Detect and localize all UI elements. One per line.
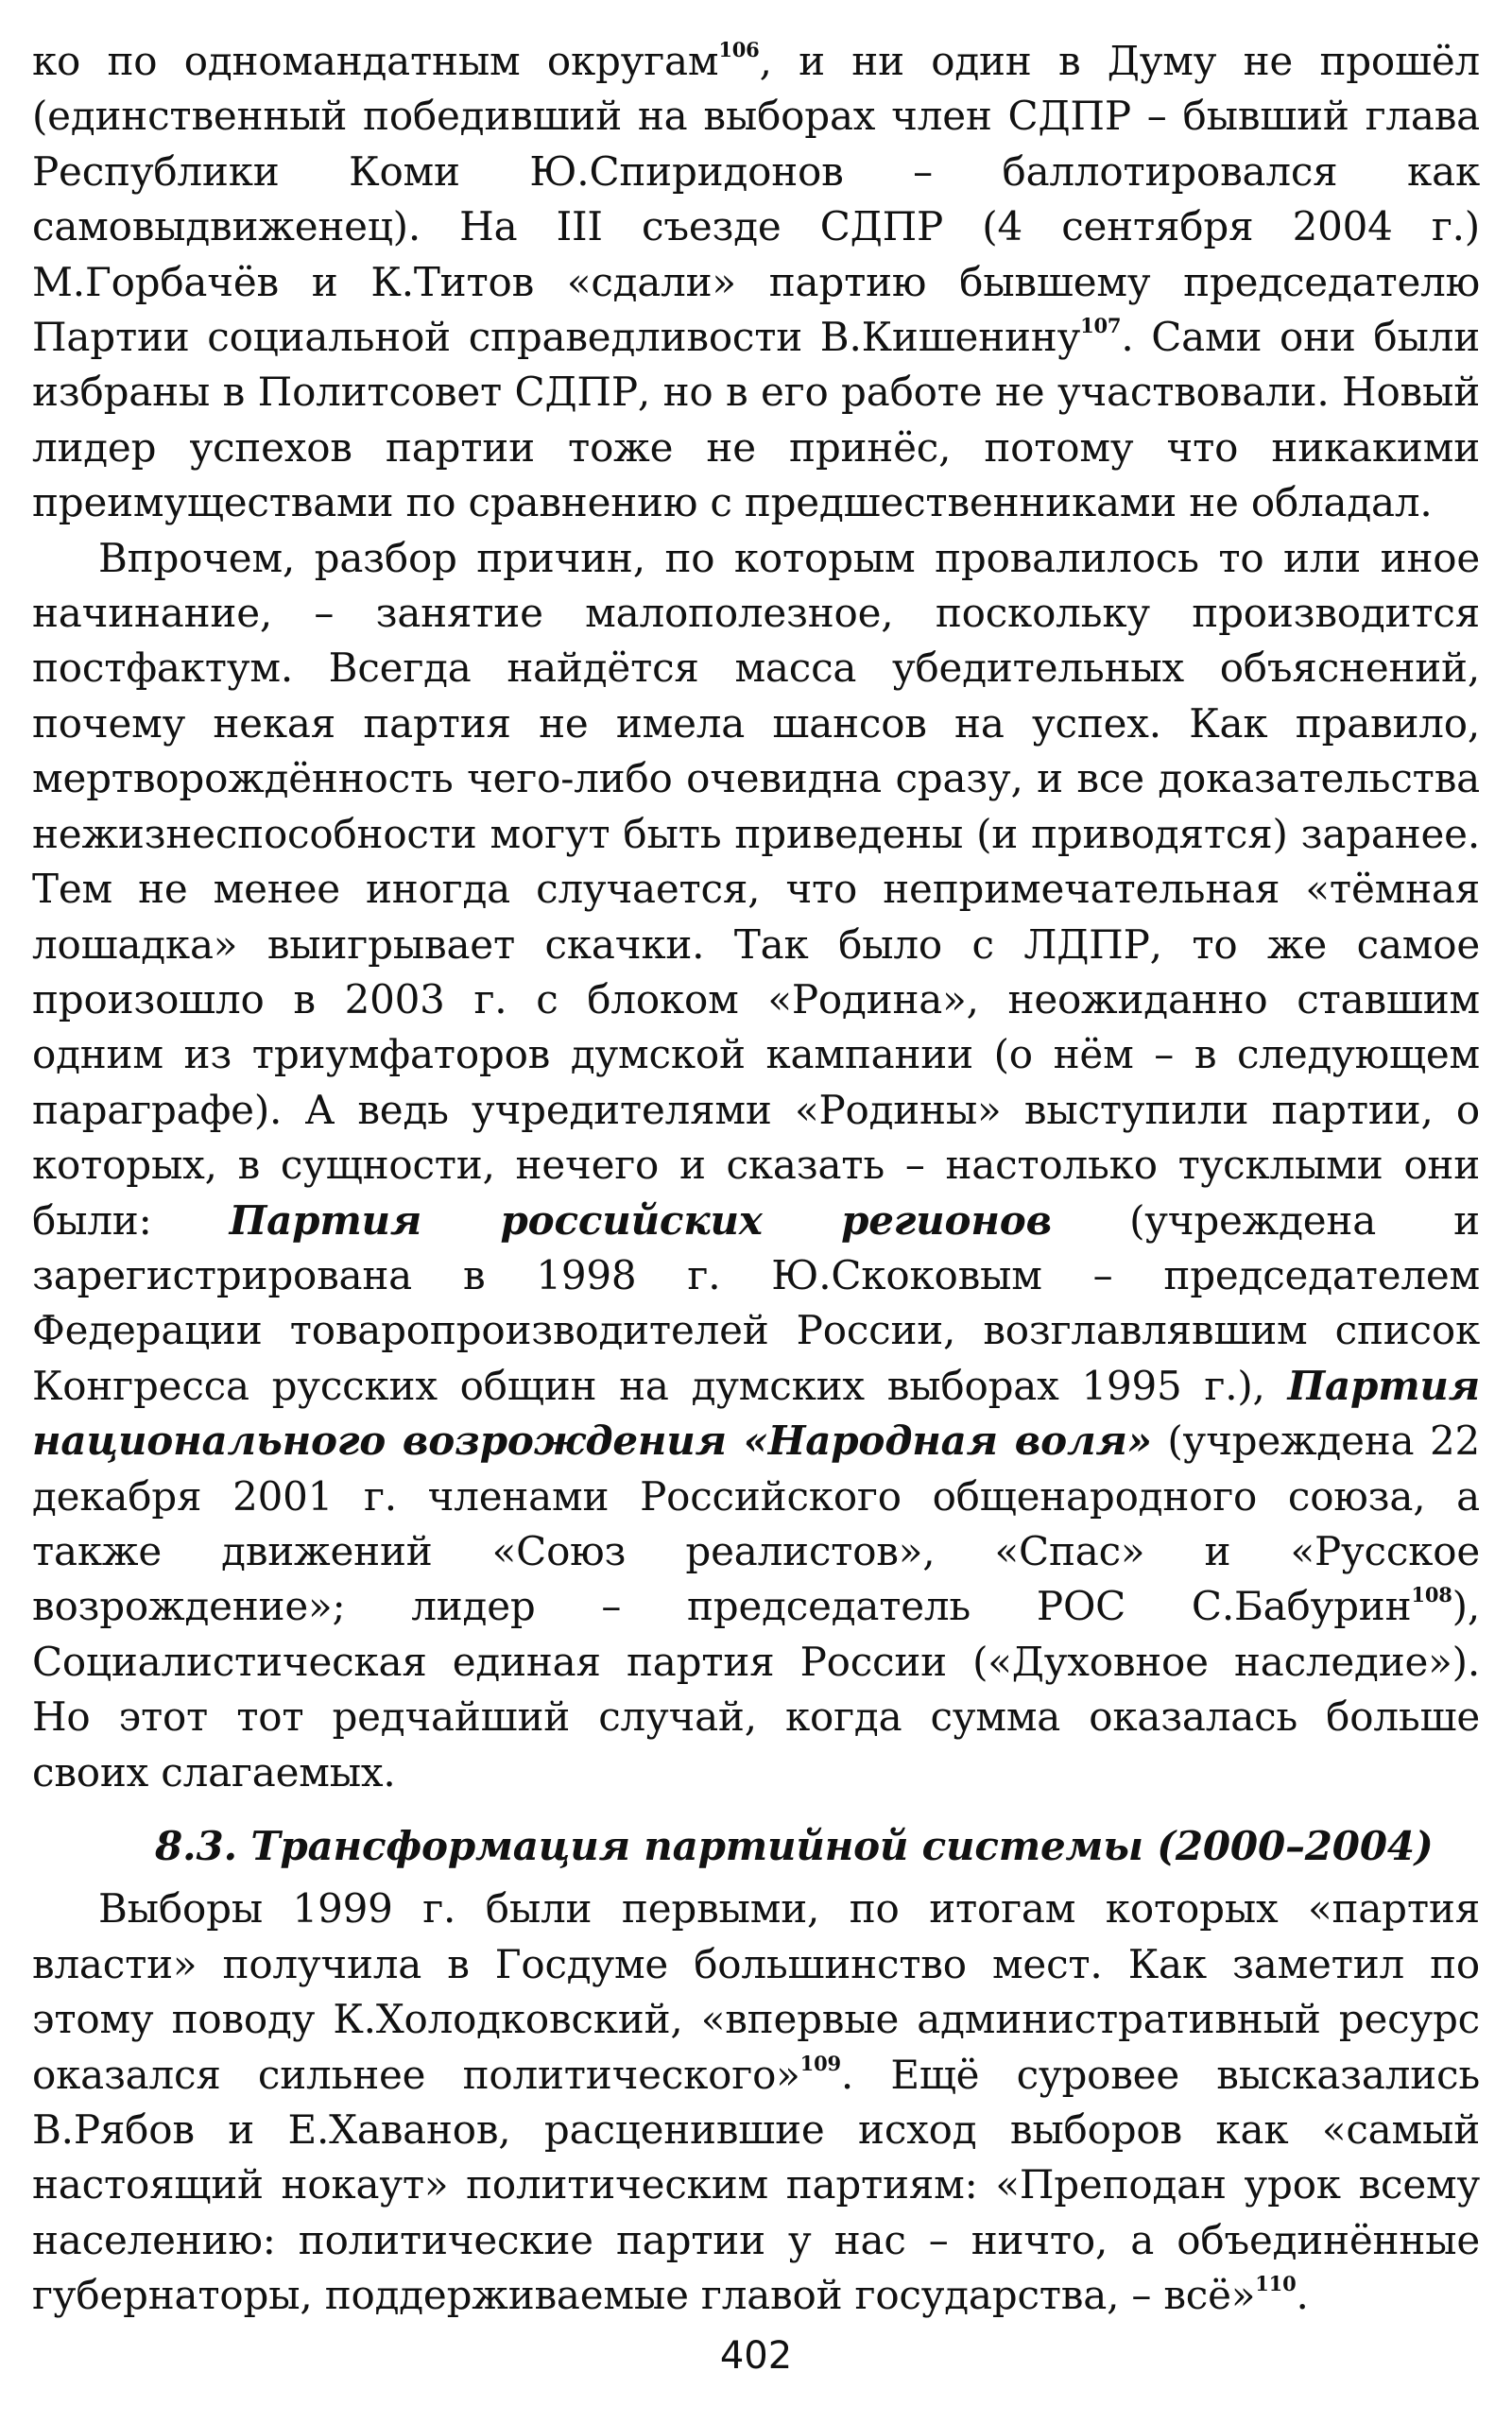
paragraph-3	[32, 1882, 1480, 2323]
text-run: ), Социалистическая единая партия России («Духовное наследие»). Но этот тот редчайший случай, когда сумма оказалась больше своих слагаемых.	[32, 1583, 1480, 1796]
text-run: . Ещё суровее высказались В.Рябов и Е.Хаванов, расценившие исход выборов как «самый настоящий нокаут» политическим партиям: «Преподан урок всему населению: политические партии у нас – ничто, а объединённые губернаторы, поддерживаемые главой государства, – всё»	[32, 2051, 1480, 2319]
paragraph-1	[32, 34, 1480, 531]
text-run: Впрочем, разбор причин, по которым провалилось то или иное начинание, – занятие малополезное, поскольку производится постфактум. Всегда найдётся масса убедительных объяснений, почему некая партия не имела шансов на успех. Как правило, мертворождённость чего-либо очевидна сразу, и все доказательства нежизнеспособности могут быть приведены (и приводятся) заранее. Тем не менее иногда случается, что непримечательная «тёмная лошадка» выигрывает скачки. Так было с ЛДПР, то же самое произошло в 2003 г. с блоком «Родина», неожиданно ставшим одним из триумфаторов думской кампании (о нём – в следующем параграфе). А ведь учредителями «Родины» выступили партии, о которых, в сущности, нечего и сказать – настолько тусклыми они были:	[32, 534, 1480, 1244]
emphasis-party-regions: Партия российских регионов	[229, 1196, 1052, 1244]
footnote-ref-110[interactable]: 110	[1255, 2272, 1297, 2296]
text-run: , и ни один в Думу не прошёл (единственный победивший на выборах член СДПР – бывший глава Республики Коми Ю.Спиридонов – баллотировался как самовыдвиженец). На III съезде СДПР (4 сентября 2004 г.) М.Горбачёв и К.Титов «сдали» партию бывшему председателю Партии социальной справедливости В.Кишенину	[32, 38, 1480, 361]
text-run: (учреждена и зарегистрирована в 1998 г. Ю.Скоковым – председателем Федерации товаропроизводителей России, возглавлявшим список Конгресса русских общин на думских выборах 1995 г.),	[32, 1196, 1480, 1409]
section-heading: 8.3. Трансформация партийной системы (2000–2004)	[155, 1823, 1434, 1869]
text-run: ко по одномандатным округам	[32, 38, 719, 84]
text-run: .	[1296, 2272, 1309, 2319]
footnote-ref-107[interactable]: 107	[1080, 314, 1122, 338]
text-run: (учреждена 22 декабря 2001 г. членами Российского общенародного союза, а также движений «Союз реалистов», «Спас» и «Русское возрождение»; лидер – председатель РОС С.Бабурин	[32, 1418, 1480, 1630]
page-body	[32, 34, 1480, 2324]
paragraph-2	[32, 531, 1480, 1800]
emphasis-party-narodnaya-volya: Партия национального возрождения «Народная воля»	[32, 1362, 1480, 1465]
footnote-ref-109[interactable]: 109	[799, 2051, 841, 2075]
page-number: 402	[719, 2334, 793, 2378]
text-run: . Сами они были избраны в Политсовет СДПР, но в его работе не участвовали. Новый лидер успехов партии тоже не принёс, потому что никакими преимуществами по сравнению с предшественниками не обладал.	[32, 314, 1480, 526]
footnote-ref-108[interactable]: 108	[1411, 1583, 1452, 1607]
text-run: Выборы 1999 г. были первыми, по итогам которых «партия власти» получила в Госдуме большинство мест. Как заметил по этому поводу К.Холодковский, «впервые административный ресурс оказался сильнее политического»	[32, 1885, 1480, 2098]
footnote-ref-106[interactable]: 106	[718, 38, 760, 61]
